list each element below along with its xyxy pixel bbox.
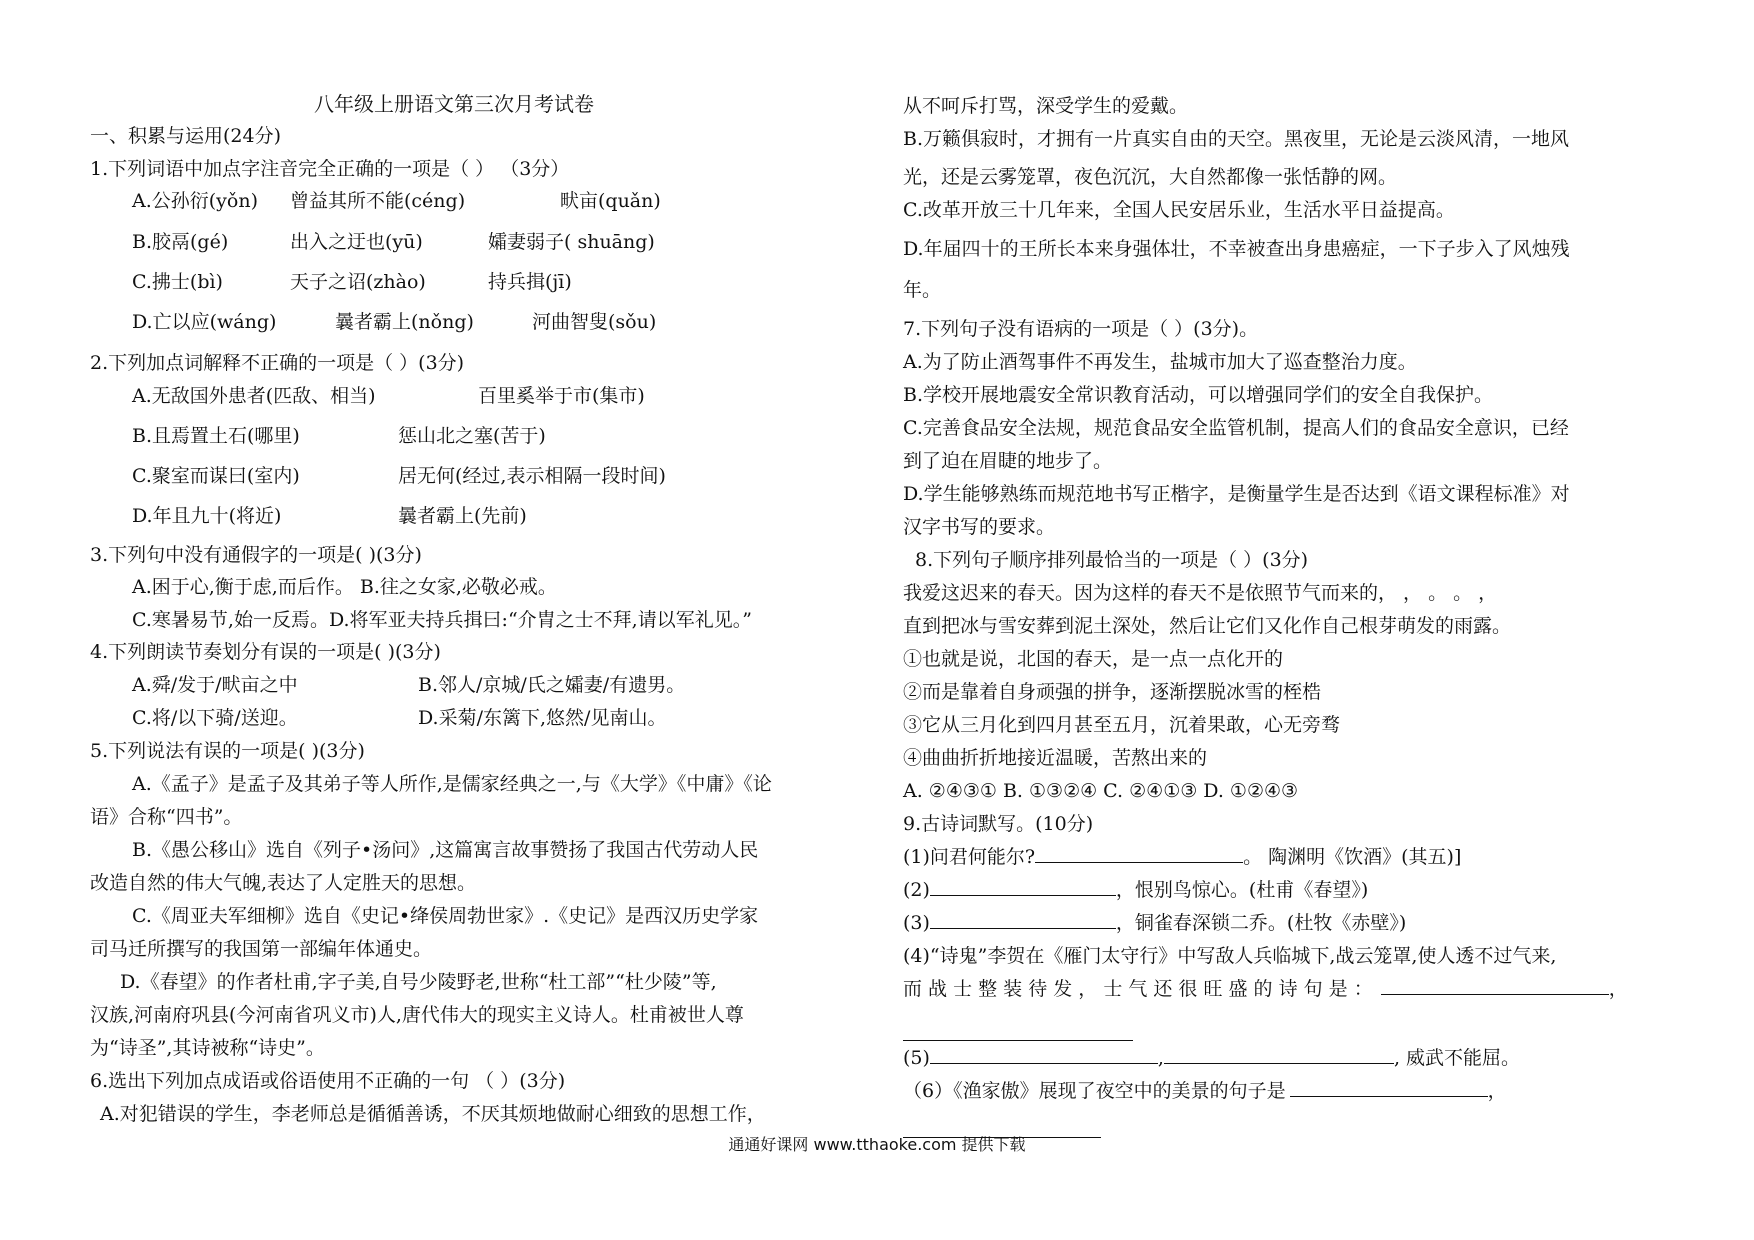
q1-option-a-2: 曾益其所不能(céng) <box>290 190 466 212</box>
answer-blank[interactable] <box>903 1039 1133 1041</box>
q6-option-b-line2: 光，还是云雾笼罩，夜色沉沉，大自然都像一张恬静的网。 <box>903 166 1398 188</box>
q7-option-c-line2: 到了迫在眉睫的地步了。 <box>903 450 1113 472</box>
question-4-stem: 4.下列朗读节奏划分有误的一项是( )(3分) <box>90 641 441 663</box>
q1-option-c-1: C.拂士(bì) <box>132 271 223 293</box>
q4-option-d: D.采菊/东篱下,悠然/见南山。 <box>418 707 667 729</box>
q1-option-a-3: 畎亩(quǎn) <box>560 190 661 212</box>
q7-option-d-line1: D.学生能够熟练而规范地书写正楷字，是衡量学生是否达到《语文课程标准》对 <box>903 483 1570 505</box>
q3-options-cd: C.寒暑易节,始一反焉。D.将军亚夫持兵揖曰:“介胄之士不拜,请以军礼见。” <box>132 609 752 631</box>
q4-option-c: C.将/以下骑/送迎。 <box>132 707 298 729</box>
q2-option-c-2: 居无何(经过,表示相隔一段时间) <box>398 465 666 487</box>
answer-blank[interactable] <box>1381 993 1609 995</box>
q8-sentence-3: ③它从三月化到四月甚至五月，沉着果敢，心无旁骛 <box>903 714 1341 736</box>
q2-option-d-2: 曩者霸上(先前) <box>398 505 527 527</box>
q6-option-d-line1: D.年届四十的王所长本来身强体壮，不幸被查出身患癌症，一下子步入了风烛残 <box>903 238 1570 260</box>
q9-line-4b <box>903 980 1628 999</box>
q9-line-2-prefix: (2) <box>903 879 930 901</box>
q7-option-c-line1: C.完善食品安全法规，规范食品安全监管机制，提高人们的食品安全意识，已经 <box>903 417 1569 439</box>
q9-line-5-comma: , <box>1157 1047 1164 1069</box>
q2-option-c-1: C.聚室而谋曰(室内) <box>132 465 300 487</box>
q5-option-d-line3: 为“诗圣”,其诗被称“诗史”。 <box>90 1037 325 1059</box>
q8-options: A. ②④③① B. ①③②④ C. ②④①③ D. ①②④③ <box>903 780 1299 802</box>
answer-blank[interactable] <box>1164 1062 1394 1064</box>
q9-line-1 <box>903 848 1461 867</box>
q2-option-a-2: 百里奚举于市(集市) <box>478 385 645 407</box>
section-heading: 一、积累与运用(24分) <box>90 125 282 147</box>
q5-option-d-line2: 汉族,河南府巩县(今河南省巩义市)人,唐代伟大的现实主义诗人。杜甫被世人尊 <box>90 1004 744 1026</box>
question-6-stem: 6.选出下列加点成语或俗语使用不正确的一句 （ ）(3分) <box>90 1070 566 1092</box>
q6-option-c: C.改革开放三十几年来，全国人民安居乐业，生活水平日益提高。 <box>903 199 1455 221</box>
q8-sentence-2: ②而是靠着自身顽强的拼争，逐渐摆脱冰雪的桎梏 <box>903 681 1322 703</box>
q1-option-d-2: 曩者霸上(nǒng) <box>335 311 474 333</box>
page-footer: 通通好课网 www.tthaoke.com 提供下载 <box>728 1135 1026 1154</box>
q9-line-2-suffix: ，恨别鸟惊心。(杜甫《春望》) <box>1115 879 1369 901</box>
q5-option-d-line1: D.《春望》的作者杜甫,字子美,自号少陵野老,世称“杜工部”“杜少陵”等, <box>120 971 717 993</box>
question-7-stem: 7.下列句子没有语病的一项是（ ）(3分)。 <box>903 318 1259 340</box>
q1-option-a-1: A.公孙衍(yǒn) <box>132 190 258 212</box>
q9-line-4c <box>903 1026 1133 1045</box>
q9-line-5-suffix: , 威武不能屈。 <box>1393 1047 1521 1069</box>
answer-blank[interactable] <box>1035 861 1243 863</box>
q6-option-b-line1: B.万籁俱寂时，才拥有一片真实自由的天空。黑夜里，无论是云淡风清，一地风 <box>903 128 1570 150</box>
q9-line-1-prefix: (1)问君何能尔? <box>903 846 1036 868</box>
q6-option-d-line2: 年。 <box>903 279 942 301</box>
answer-blank[interactable] <box>930 1062 1158 1064</box>
q9-line-3-suffix: ，铜雀春深锁二乔。(杜牧《赤壁》) <box>1115 912 1407 934</box>
q9-line-6-text: （6）《渔家傲》展现了夜空中的美景的句子是 <box>903 1080 1286 1102</box>
exam-title: 八年级上册语文第三次月考试卷 <box>314 92 594 116</box>
q1-option-b-2: 出入之迂也(yū) <box>290 231 423 253</box>
q9-line-2 <box>903 881 1368 900</box>
q9-line-5-prefix: (5) <box>903 1047 930 1069</box>
q9-line-3 <box>903 914 1406 933</box>
q9-line-4b-text: 而 战 士 整 装 待 发 ， 士 气 还 很 旺 盛 的 诗 句 是 ： <box>903 978 1373 1000</box>
question-1-stem: 1.下列词语中加点字注音完全正确的一项是（ ） （3分） <box>90 158 570 180</box>
q5-option-a-line2: 语》合称“四书”。 <box>90 806 243 828</box>
q9-line-1-suffix: 。 陶渊明《饮酒》(其五)] <box>1243 846 1462 868</box>
q7-option-a: A.为了防止酒驾事件不再发生，盐城市加大了巡查整治力度。 <box>903 351 1417 373</box>
q9-line-5 <box>903 1049 1520 1068</box>
question-5-stem: 5.下列说法有误的一项是( )(3分) <box>90 740 365 762</box>
q9-line-6-comma: ， <box>1487 1080 1507 1102</box>
question-9-stem: 9.古诗词默写。(10分) <box>903 813 1094 835</box>
q1-option-c-3: 持兵揖(jī) <box>488 271 572 293</box>
q4-option-a: A.舜/发于/畎亩之中 <box>132 674 298 696</box>
q1-option-c-2: 天子之诏(zhào) <box>290 271 426 293</box>
q4-option-b: B.邻人/京城/氏之孀妻/有遗男。 <box>418 674 686 696</box>
answer-blank[interactable] <box>1290 1095 1488 1097</box>
q2-option-b-1: B.且焉置土石(哪里) <box>132 425 300 447</box>
q9-line-4a: (4)“诗鬼”李贺在《雁门太守行》中写敌人兵临城下,战云笼罩,使人透不过气来, <box>903 945 1557 967</box>
q7-option-b: B.学校开展地震安全常识教育活动，可以增强同学们的安全自我保护。 <box>903 384 1494 406</box>
q8-sentence-1: ①也就是说，北国的春天，是一点一点化开的 <box>903 648 1284 670</box>
q1-option-d-1: D.亡以应(wáng) <box>132 311 277 333</box>
q9-line-6 <box>903 1082 1507 1101</box>
q5-option-b-line1: B.《愚公移山》选自《列子•汤问》,这篇寓言故事赞扬了我国古代劳动人民 <box>132 839 759 861</box>
q7-option-d-line2: 汉字书写的要求。 <box>903 516 1056 538</box>
question-3-stem: 3.下列句中没有通假字的一项是( )(3分) <box>90 544 422 566</box>
q9-line-4b-comma: ， <box>1608 978 1628 1000</box>
q8-passage-line2: 直到把冰与雪安葬到泥土深处，然后让它们又化作自己根芽萌发的雨露。 <box>903 615 1512 637</box>
q3-options-ab: A.困于心,衡于虑,而后作。 B.往之女家,必敬必戒。 <box>132 576 557 598</box>
q5-option-b-line2: 改造自然的伟大气魄,表达了人定胜天的思想。 <box>90 872 477 894</box>
q1-option-b-1: B.胶鬲(gé) <box>132 231 229 253</box>
q2-option-d-1: D.年且九十(将近) <box>132 505 282 527</box>
q6-option-a-line2: 从不呵斥打骂，深受学生的爱戴。 <box>903 95 1189 117</box>
q5-option-a-line1: A.《孟子》是孟子及其弟子等人所作,是儒家经典之一,与《大学》《中庸》《论 <box>132 773 772 795</box>
q8-sentence-4: ④曲曲折折地接近温暖，苦熬出来的 <box>903 747 1208 769</box>
question-8-stem: 8.下列句子顺序排列最恰当的一项是（ ）(3分) <box>915 549 1309 571</box>
q6-option-a-line1: A.对犯错误的学生，李老师总是循循善诱，不厌其烦地做耐心细致的思想工作， <box>100 1103 766 1125</box>
q9-line-3-prefix: (3) <box>903 912 930 934</box>
q1-option-d-3: 河曲智叟(sǒu) <box>532 311 657 333</box>
q2-option-b-2: 惩山北之塞(苦于) <box>398 425 546 447</box>
q2-option-a-1: A.无敌国外患者(匹敌、相当) <box>132 385 376 407</box>
answer-blank[interactable] <box>930 894 1116 896</box>
q5-option-c-line2: 司马迁所撰写的我国第一部编年体通史。 <box>90 938 433 960</box>
q1-option-b-3: 孀妻弱子( shuāng) <box>488 231 655 253</box>
answer-blank[interactable] <box>930 927 1116 929</box>
q5-option-c-line1: C.《周亚夫军细柳》选自《史记•绛侯周勃世家》.《史记》是西汉历史学家 <box>132 905 759 927</box>
question-2-stem: 2.下列加点词解释不正确的一项是（ ）(3分) <box>90 352 465 374</box>
q8-passage-line1: 我爱这迟来的春天。因为这样的春天不是依照节气而来的， ， 。 。 ， <box>903 582 1498 604</box>
